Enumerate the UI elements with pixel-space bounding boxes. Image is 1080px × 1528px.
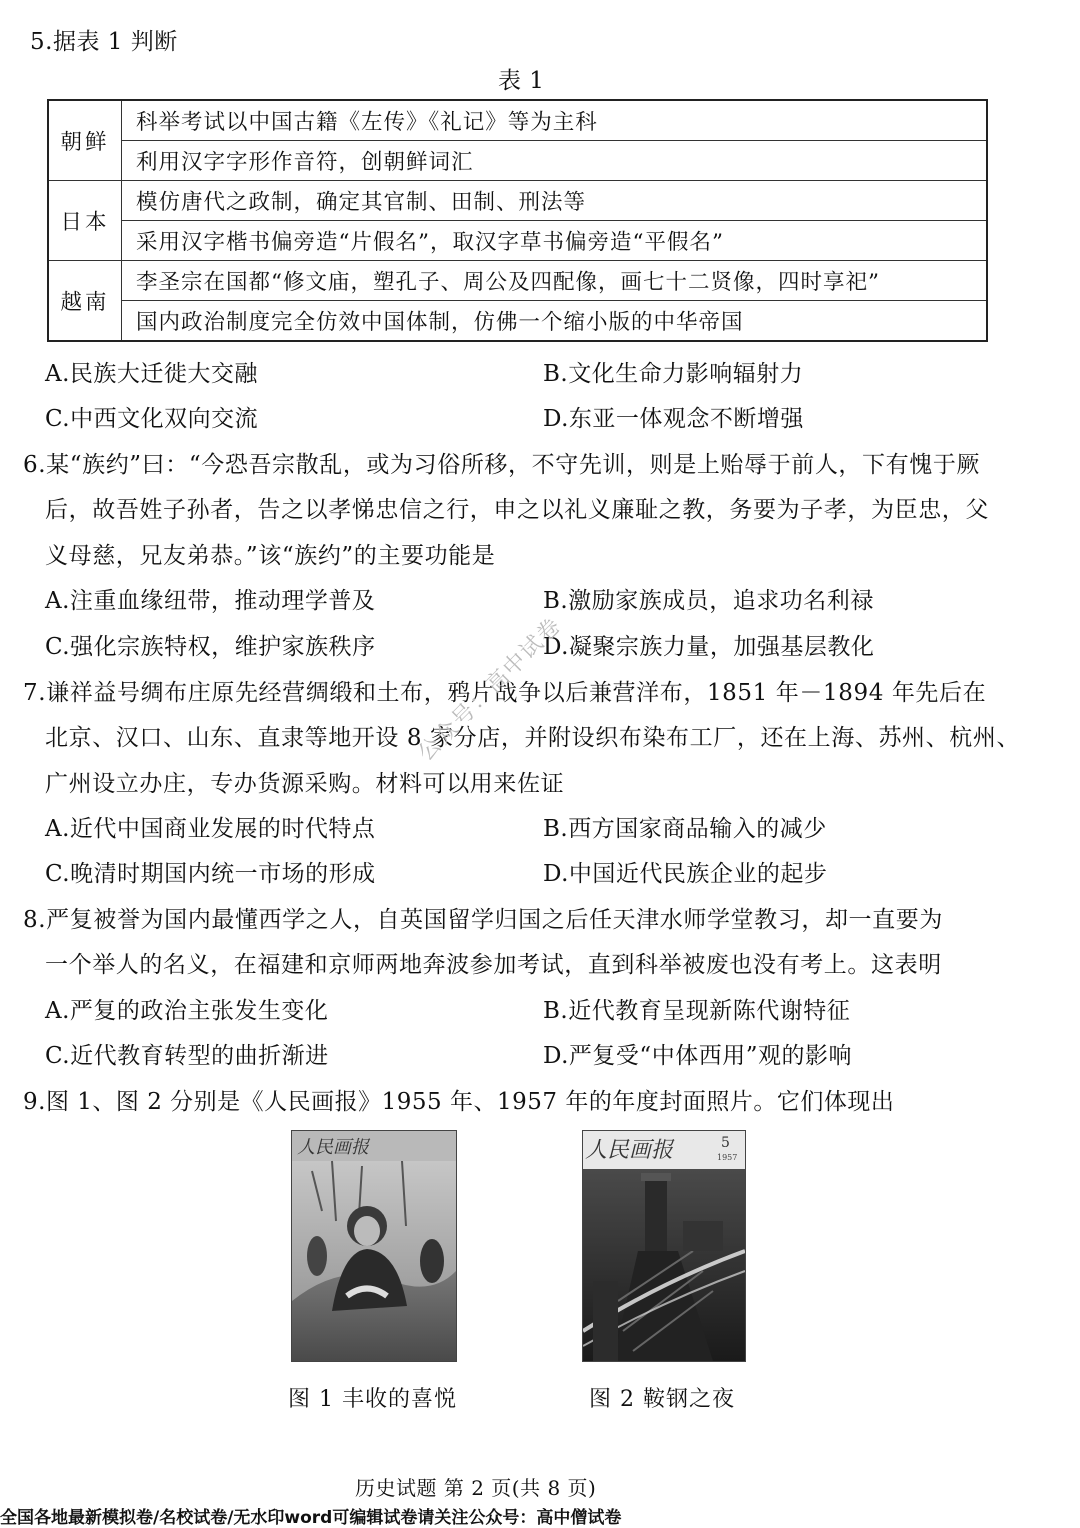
figure-1-photo: [291, 1130, 457, 1362]
table-row: [48, 261, 987, 301]
harvest-photo-illustration: [292, 1131, 456, 1361]
option-a: A.严复的政治主张发生变化: [45, 998, 329, 1024]
question-7-line: 北京、汉口、山东、直隶等地开设 8 家分店，并附设织布染布工厂，还在上海、苏州、杭州、: [45, 725, 1021, 751]
table-cell: 科举考试以中国古籍《左传》《礼记》等为主科: [122, 100, 988, 141]
table-cell: 李圣宗在国都“修文庙，塑孔子、周公及四配像，画七十二贤像，四时享祀”: [122, 261, 988, 301]
table-title: 表 1: [498, 68, 545, 94]
question-8-line: 8.严复被誉为国内最懂西学之人，自英国留学归国之后任天津水师学堂教习，却一直要为: [23, 907, 943, 933]
watermark-text: 公众号：高中试卷: [413, 612, 567, 767]
option-c: C.中西文化双向交流: [45, 406, 259, 432]
figure-1-caption: 图 1 丰收的喜悦: [288, 1387, 457, 1412]
option-d: D.凝聚宗族力量，加强基层教化: [543, 634, 875, 660]
promo-banner: 全国各地最新模拟卷/名校试卷/无水印word可编辑试卷请关注公众号：高中僧试卷: [0, 1508, 622, 1528]
option-b: B.近代教育呈现新陈代谢特征: [543, 998, 851, 1024]
option-c: C.晚清时期国内统一市场的形成: [45, 861, 376, 887]
option-b: B.西方国家商品输入的减少: [543, 816, 827, 842]
page-footer: 历史试题 第 2 页(共 8 页): [355, 1476, 597, 1500]
option-c: C.近代教育转型的曲折渐进: [45, 1043, 329, 1069]
question-6-line: 6.某“族约”曰：“今恐吾宗散乱，或为习俗所移，不守先训，则是上贻辱于前人，下有愧于厥: [23, 452, 981, 478]
option-a: A.近代中国商业发展的时代特点: [45, 816, 376, 842]
figure-2-masthead: 人民画报: [585, 1138, 674, 1163]
question-6-line: 义母慈，兄友弟恭。”该“族约”的主要功能是: [45, 543, 496, 569]
option-a: A.注重血缘纽带，推动理学普及: [45, 588, 376, 614]
figure-2-year: 1957: [717, 1153, 738, 1162]
country-cell: 日本: [48, 181, 122, 261]
option-b: B.激励家族成员，追求功名利禄: [543, 588, 874, 614]
table-row: [48, 301, 987, 342]
figure-2-issue: 5: [721, 1135, 730, 1151]
option-c: C.强化宗族特权，维护家族秩序: [45, 634, 376, 660]
question-7-line: 7.谦祥益号绸布庄原先经营绸缎和土布，鸦片战争以后兼营洋布，1851 年－1894 年先后在: [23, 680, 987, 706]
option-d: D.严复受“中体西用”观的影响: [543, 1043, 852, 1069]
table-cell: 采用汉字楷书偏旁造“片假名”，取汉字草书偏旁造“平假名”: [122, 221, 988, 261]
table-row: [48, 221, 987, 261]
question-5-stem: 5.据表 1 判断: [30, 29, 178, 55]
question-9-stem: 9.图 1、图 2 分别是《人民画报》1955 年、1957 年的年度封面照片。它们体现出: [23, 1089, 895, 1115]
table-cell: 模仿唐代之政制，确定其官制、田制、刑法等: [122, 181, 988, 221]
steel-mill-night-illustration: [583, 1131, 745, 1361]
country-cell: 越南: [48, 261, 122, 342]
table-cell: 国内政治制度完全仿效中国体制，仿佛一个缩小版的中华帝国: [122, 301, 988, 342]
question-8-line: 一个举人的名义，在福建和京师两地奔波参加考试，直到科举被废也没有考上。这表明: [45, 952, 942, 978]
figure-2-photo: [582, 1130, 746, 1362]
table-row: [48, 181, 987, 221]
question-6-line: 后，故吾姓子孙者，告之以孝悌忠信之行，申之以礼义廉耻之教，务要为子孝，为臣忠，父: [45, 497, 989, 523]
table-row: [48, 100, 987, 141]
option-b: B.文化生命力影响辐射力: [543, 361, 804, 387]
country-cell: 朝鲜: [48, 100, 122, 181]
option-d: D.东亚一体观念不断增强: [543, 406, 804, 432]
option-d: D.中国近代民族企业的起步: [543, 861, 828, 887]
table-cell: 利用汉字字形作音符，创朝鲜词汇: [122, 141, 988, 181]
figure-1-masthead: 人民画报: [297, 1137, 369, 1158]
question-7-line: 广州设立办庄，专办货源采购。材料可以用来佐证: [45, 771, 565, 797]
comparison-table: [47, 99, 988, 342]
table-row: [48, 141, 987, 181]
option-a: A.民族大迁徙大交融: [45, 361, 258, 387]
figure-2-caption: 图 2 鞍钢之夜: [589, 1387, 735, 1412]
